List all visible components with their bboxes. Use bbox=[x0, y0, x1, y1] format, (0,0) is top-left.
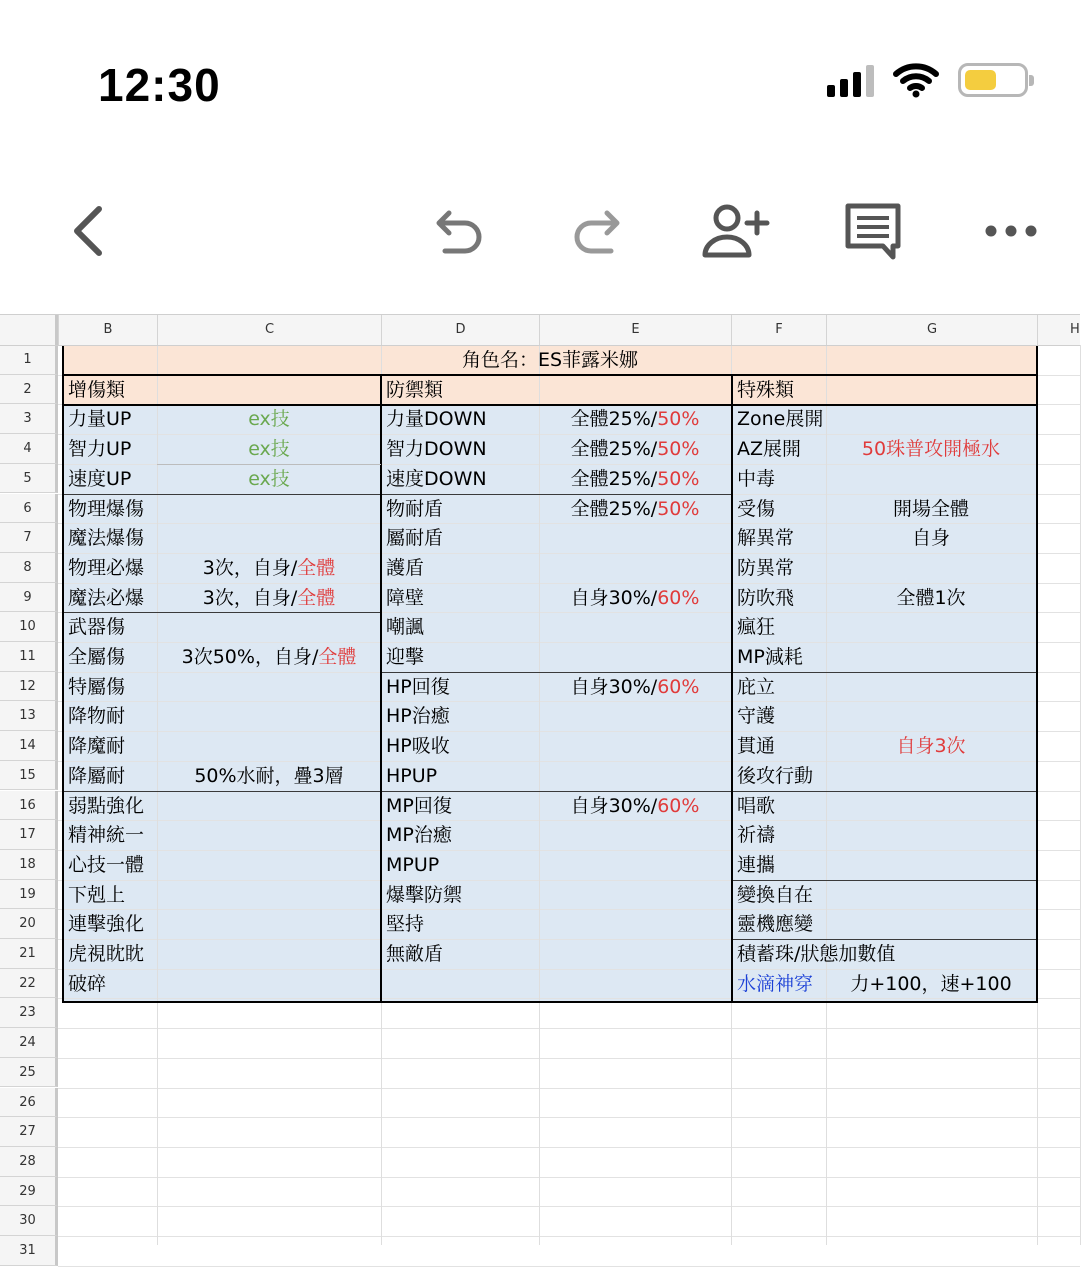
row-header-29[interactable]: 29 bbox=[0, 1177, 58, 1207]
cell-e16-highlight: 60% bbox=[657, 794, 700, 817]
cell-b22[interactable]: 破碎 bbox=[68, 972, 107, 995]
cell-b5[interactable]: 速度UP bbox=[68, 467, 132, 490]
column-header-h[interactable]: H bbox=[1037, 315, 1080, 345]
cell-c9-text: 3次，自身/ bbox=[202, 586, 298, 609]
cell-e4-text: 全體25%/ bbox=[570, 438, 658, 461]
row-header-10[interactable]: 10 bbox=[0, 612, 58, 642]
cell-c9[interactable] bbox=[157, 583, 381, 613]
row-header-22[interactable]: 22 bbox=[0, 969, 58, 999]
cell-e6-text: 全體25%/ bbox=[570, 497, 658, 520]
cell-g6[interactable]: 開場全體 bbox=[892, 497, 969, 520]
cell-c11-highlight: 全體 bbox=[318, 646, 357, 668]
row-header-1[interactable]: 1 bbox=[0, 345, 58, 375]
cell-d16[interactable]: MP回復 bbox=[386, 794, 452, 817]
cell-f16[interactable]: 唱歌 bbox=[737, 794, 776, 817]
header-damage-boost[interactable]: 增傷類 bbox=[68, 379, 126, 401]
column-header-row bbox=[0, 314, 1080, 346]
cell-d9[interactable]: 障壁 bbox=[386, 586, 425, 609]
cell-f13[interactable]: 守護 bbox=[737, 705, 776, 728]
row-header-17[interactable]: 17 bbox=[0, 820, 58, 850]
cell-c5[interactable]: ex技 bbox=[248, 467, 290, 490]
cell-border bbox=[1036, 344, 1038, 1003]
cell-e16[interactable] bbox=[539, 791, 731, 821]
cell-e6[interactable] bbox=[539, 494, 731, 524]
cell-e5-text: 全體25%/ bbox=[570, 467, 658, 490]
row-header-13[interactable]: 13 bbox=[0, 701, 58, 731]
cell-c3[interactable]: ex技 bbox=[248, 408, 290, 431]
row-header-14[interactable]: 14 bbox=[0, 731, 58, 761]
column-header-e[interactable]: E bbox=[539, 315, 731, 345]
cell-g4[interactable]: 50珠普攻開極水 bbox=[861, 438, 1001, 461]
column-header-c[interactable]: C bbox=[157, 315, 381, 345]
cell-e6-highlight: 50% bbox=[657, 497, 700, 520]
cell-d14[interactable]: HP吸收 bbox=[386, 735, 450, 758]
cell-c8[interactable] bbox=[157, 553, 381, 583]
cell-f20[interactable]: 靈機應變 bbox=[737, 913, 814, 936]
more-icon[interactable] bbox=[976, 196, 1046, 266]
cell-e9-text: 自身30%/ bbox=[570, 586, 658, 609]
row-header-28[interactable]: 28 bbox=[0, 1147, 58, 1177]
redo-icon[interactable] bbox=[562, 196, 632, 266]
header-band bbox=[63, 375, 1037, 405]
row-header-27[interactable]: 27 bbox=[0, 1117, 58, 1147]
row-header-11[interactable]: 11 bbox=[0, 642, 58, 672]
cell-b15[interactable]: 降屬耐 bbox=[68, 764, 126, 787]
cell-f3[interactable]: Zone展開 bbox=[737, 408, 824, 431]
cell-d3[interactable]: 力量DOWN bbox=[386, 408, 487, 431]
cell-g14[interactable]: 自身3次 bbox=[896, 735, 966, 758]
row-header-7[interactable]: 7 bbox=[0, 523, 58, 553]
row-header-12[interactable]: 12 bbox=[0, 672, 58, 702]
row-header-8[interactable]: 8 bbox=[0, 553, 58, 583]
row-header-26[interactable]: 26 bbox=[0, 1088, 58, 1118]
cell-f14[interactable]: 貫通 bbox=[737, 735, 776, 758]
cell-b4[interactable]: 智力UP bbox=[68, 438, 132, 461]
spreadsheet[interactable] bbox=[0, 314, 1080, 1258]
cell-f21[interactable]: 積蓄珠/狀態加數值 bbox=[737, 943, 896, 965]
cell-e9[interactable] bbox=[539, 583, 731, 613]
row-header-23[interactable]: 23 bbox=[0, 998, 58, 1028]
row-header-16[interactable]: 16 bbox=[0, 791, 58, 821]
cell-b7[interactable]: 魔法爆傷 bbox=[68, 527, 145, 550]
cell-c8-text: 3次，自身/ bbox=[202, 556, 298, 579]
cell-d8[interactable]: 護盾 bbox=[386, 556, 425, 579]
cell-f5[interactable]: 中毒 bbox=[737, 467, 776, 490]
cell-c9-highlight: 全體 bbox=[297, 586, 336, 609]
cell-d7[interactable]: 屬耐盾 bbox=[386, 527, 444, 550]
cell-e3-text: 全體25%/ bbox=[570, 408, 658, 431]
cell-f9[interactable]: 防吹飛 bbox=[737, 586, 795, 609]
cell-f10[interactable]: 瘋狂 bbox=[737, 616, 776, 639]
cell-e9-highlight: 60% bbox=[657, 586, 700, 609]
cell-border bbox=[62, 344, 64, 1003]
cell-b21[interactable]: 虎視眈眈 bbox=[68, 943, 145, 965]
cell-e4[interactable] bbox=[539, 434, 731, 464]
cell-f22[interactable]: 水滴神穿 bbox=[737, 972, 814, 995]
cell-g9[interactable]: 全體1次 bbox=[896, 586, 966, 609]
column-header-g[interactable]: G bbox=[826, 315, 1037, 345]
row-header-25[interactable]: 25 bbox=[0, 1058, 58, 1088]
row-header-3[interactable]: 3 bbox=[0, 404, 58, 434]
cell-f12[interactable]: 庇立 bbox=[737, 675, 776, 698]
row-header-15[interactable]: 15 bbox=[0, 761, 58, 791]
column-header-d[interactable]: D bbox=[381, 315, 539, 345]
cell-d17[interactable]: MP治癒 bbox=[386, 824, 452, 847]
cell-e3[interactable] bbox=[539, 404, 731, 434]
cell-b17[interactable]: 精神統一 bbox=[68, 824, 145, 847]
cell-d15[interactable]: HPUP bbox=[386, 764, 438, 787]
wifi-icon bbox=[892, 62, 940, 98]
undo-icon[interactable] bbox=[424, 196, 494, 266]
row-header-19[interactable]: 19 bbox=[0, 880, 58, 910]
cell-b13[interactable]: 降物耐 bbox=[68, 705, 126, 728]
cell-c15[interactable]: 50%水耐，疊3層 bbox=[194, 764, 344, 787]
row-header-5[interactable]: 5 bbox=[0, 464, 58, 494]
row-header-9[interactable]: 9 bbox=[0, 583, 58, 613]
row-header-2[interactable]: 2 bbox=[0, 375, 58, 405]
column-header-f[interactable]: F bbox=[731, 315, 826, 345]
cell-b11[interactable]: 全屬傷 bbox=[68, 646, 126, 668]
cell-g7[interactable]: 自身 bbox=[911, 527, 950, 550]
cell-e4-highlight: 50% bbox=[657, 438, 700, 461]
cell-b3[interactable]: 力量UP bbox=[68, 408, 132, 431]
cell-b6[interactable]: 物理爆傷 bbox=[68, 497, 145, 520]
cell-f8[interactable]: 防異常 bbox=[737, 556, 795, 579]
cell-b20[interactable]: 連擊強化 bbox=[68, 913, 145, 936]
cell-e5[interactable] bbox=[539, 464, 731, 494]
cell-d18[interactable]: MPUP bbox=[386, 853, 440, 876]
status-icons bbox=[827, 62, 1028, 98]
cell-b12[interactable]: 特屬傷 bbox=[68, 675, 126, 698]
cell-d6[interactable]: 物耐盾 bbox=[386, 497, 444, 520]
cell-d19[interactable]: 爆擊防禦 bbox=[386, 883, 463, 906]
cell-e12[interactable] bbox=[539, 672, 731, 702]
cell-b19[interactable]: 下剋上 bbox=[68, 883, 126, 906]
cell-b14[interactable]: 降魔耐 bbox=[68, 735, 126, 758]
row-header-18[interactable]: 18 bbox=[0, 850, 58, 880]
cell-f18[interactable]: 連攜 bbox=[737, 853, 776, 876]
row-header-21[interactable]: 21 bbox=[0, 939, 58, 969]
cell-f7[interactable]: 解異常 bbox=[737, 527, 795, 550]
sheet-title[interactable]: 角色名：ES菲露米娜 bbox=[461, 349, 639, 371]
header-special[interactable]: 特殊類 bbox=[737, 379, 795, 401]
header-defense[interactable]: 防禦類 bbox=[386, 379, 444, 401]
row-header-6[interactable]: 6 bbox=[0, 494, 58, 524]
cell-border bbox=[731, 375, 733, 1002]
cell-d12[interactable]: HP回復 bbox=[386, 675, 450, 698]
cell-f17[interactable]: 祈禱 bbox=[737, 824, 776, 847]
cell-c8-highlight: 全體 bbox=[297, 556, 336, 579]
cell-b16[interactable]: 弱點強化 bbox=[68, 794, 145, 817]
row-header-31[interactable]: 31 bbox=[0, 1236, 58, 1266]
cell-c11[interactable] bbox=[157, 642, 381, 672]
battery-icon bbox=[958, 63, 1028, 97]
comment-icon[interactable] bbox=[838, 196, 908, 266]
cell-b18[interactable]: 心技一體 bbox=[68, 853, 145, 876]
row-header-4[interactable]: 4 bbox=[0, 434, 58, 464]
cell-e3-highlight: 50% bbox=[657, 408, 700, 431]
cell-e12-highlight: 60% bbox=[657, 675, 700, 698]
row-header-20[interactable]: 20 bbox=[0, 909, 58, 939]
cell-b8[interactable]: 物理必爆 bbox=[68, 556, 145, 579]
back-icon[interactable] bbox=[52, 196, 122, 266]
cell-f15[interactable]: 後攻行動 bbox=[737, 764, 814, 787]
cell-e16-text: 自身30%/ bbox=[570, 794, 658, 817]
cell-c4[interactable]: ex技 bbox=[248, 438, 290, 461]
cell-border bbox=[62, 1001, 1038, 1003]
cell-d4[interactable]: 智力DOWN bbox=[386, 438, 487, 461]
cell-b10[interactable]: 武器傷 bbox=[68, 616, 126, 639]
cell-e5-highlight: 50% bbox=[657, 467, 700, 490]
cell-f6[interactable]: 受傷 bbox=[737, 497, 776, 520]
cell-d21[interactable]: 無敵盾 bbox=[386, 943, 444, 965]
cell-g22[interactable]: 力+100，速+100 bbox=[850, 972, 1012, 995]
cell-f11[interactable]: MP減耗 bbox=[737, 646, 803, 668]
cell-e12-text: 自身30%/ bbox=[570, 675, 658, 698]
status-time: 12:30 bbox=[98, 59, 221, 111]
row-header-30[interactable]: 30 bbox=[0, 1206, 58, 1236]
add-person-icon[interactable] bbox=[700, 196, 770, 266]
cell-d13[interactable]: HP治癒 bbox=[386, 705, 450, 728]
select-all-corner[interactable] bbox=[0, 315, 58, 345]
cellular-signal-icon bbox=[827, 63, 874, 97]
cell-d10[interactable]: 嘲諷 bbox=[386, 616, 425, 639]
cell-c11-text: 3次50%，自身/ bbox=[181, 646, 319, 668]
cell-d5[interactable]: 速度DOWN bbox=[386, 467, 487, 490]
cell-d11[interactable]: 迎擊 bbox=[386, 646, 425, 668]
cell-f19[interactable]: 變換自在 bbox=[737, 883, 814, 906]
cell-d20[interactable]: 堅持 bbox=[386, 913, 425, 936]
row-header-24[interactable]: 24 bbox=[0, 1028, 58, 1058]
column-header-b[interactable]: B bbox=[58, 315, 157, 345]
cell-b9[interactable]: 魔法必爆 bbox=[68, 586, 145, 609]
cell-f4[interactable]: AZ展開 bbox=[737, 438, 802, 461]
